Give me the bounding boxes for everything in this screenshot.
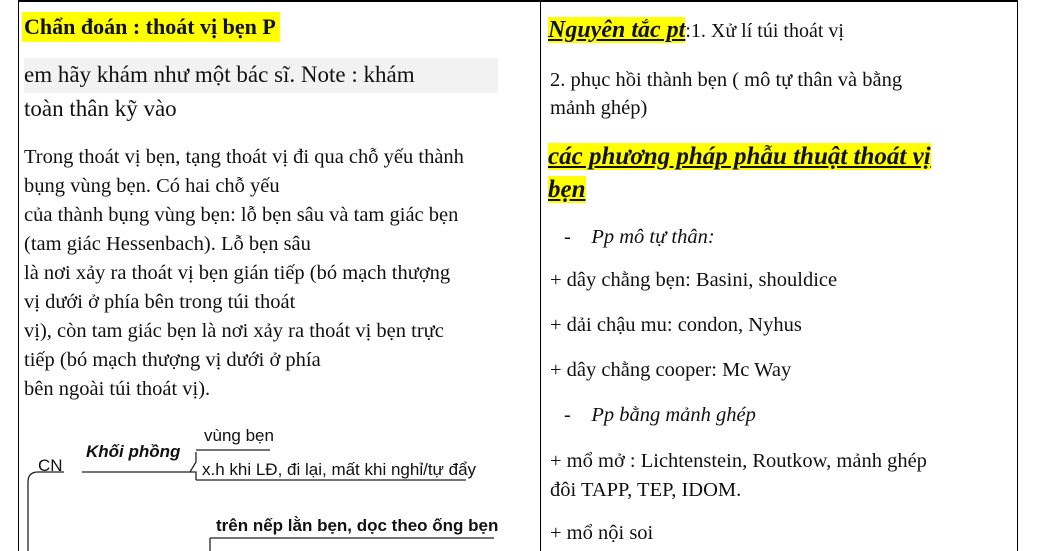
- principle-heading: [548, 14, 844, 47]
- paragraph-line-1: Trong thoát vị bẹn, tạng thoát vị đi qua chỗ yếu thành: [24, 146, 464, 168]
- mindmap-branch-top: vùng bẹn: [204, 426, 274, 445]
- table-column-divider: [540, 0, 541, 551]
- request-line-1: em hãy khám như một bác sĩ. Note : khám: [24, 62, 415, 87]
- paragraph-line-5: là nơi xảy ra thoát vị bẹn gián tiếp (bó mạch thượng: [24, 262, 451, 284]
- paragraph-line-7: vị), còn tam giác bẹn là nơi xảy ra thoát vị bẹn trực: [24, 320, 444, 342]
- request-line-2: toàn thân kỹ vào: [24, 96, 177, 121]
- table-right-border: [1017, 0, 1018, 551]
- diagnosis-title: Chẩn đoán : thoát vị bẹn P: [22, 12, 280, 42]
- mesh-heading: - Pp bằng mảnh ghép: [564, 404, 756, 426]
- mindmap-branch-mid: x.h khi LĐ, đi lại, mất khi nghỉ/tự đẩy: [202, 460, 477, 479]
- mindmap-node: Khối phồng: [86, 442, 181, 461]
- paragraph-line-9: bên ngoài túi thoát vị).: [24, 378, 211, 400]
- principle-line-2: mảnh ghép): [550, 97, 648, 119]
- paragraph-line-4: (tam giác Hessenbach). Lỗ bẹn sâu: [24, 233, 311, 255]
- table-left-border: [18, 0, 19, 551]
- table-top-border: [18, 0, 1018, 2]
- methods-title-line-1: các phương pháp phẫu thuật thoát vị: [548, 143, 931, 170]
- mesh-item-3: + mổ nội soi: [550, 522, 654, 544]
- self-tissue-heading: - Pp mô tự thân:: [564, 226, 715, 248]
- self-tissue-item-1: + dây chằng bẹn: Basini, shouldice: [550, 269, 838, 291]
- principle-line-1: 2. phục hồi thành bẹn ( mô tự thân và bằng: [550, 69, 903, 91]
- paragraph-line-2: bụng vùng bẹn. Có hai chỗ yếu: [24, 175, 280, 197]
- paragraph-line-6: vị dưới ở phía bên trong túi thoát: [24, 291, 296, 313]
- paragraph-line-3: của thành bụng vùng bẹn: lỗ bẹn sâu và tam giác bẹn: [24, 204, 459, 226]
- mindmap-fragment: [24, 420, 534, 551]
- principle-first: :1. Xử lí túi thoát vị: [685, 20, 844, 42]
- paragraph-line-8: tiếp (bó mạch thượng vị dưới ở phía: [24, 349, 321, 371]
- self-tissue-item-2: + dải chậu mu: condon, Nyhus: [550, 314, 802, 336]
- mesh-item-2: đôi TAPP, TEP, IDOM.: [550, 479, 742, 501]
- mesh-item-1: + mổ mở : Lichtenstein, Routkow, mảnh ghép: [550, 450, 927, 472]
- self-tissue-item-3: + dây chằng cooper: Mc Way: [550, 359, 792, 381]
- mindmap-branch-bottom: trên nếp lằn bẹn, dọc theo ống bẹn: [216, 516, 499, 535]
- principle-title: Nguyên tắc pt: [548, 17, 686, 43]
- methods-title-line-2: bẹn: [548, 176, 586, 203]
- mindmap-root: CN: [38, 456, 63, 475]
